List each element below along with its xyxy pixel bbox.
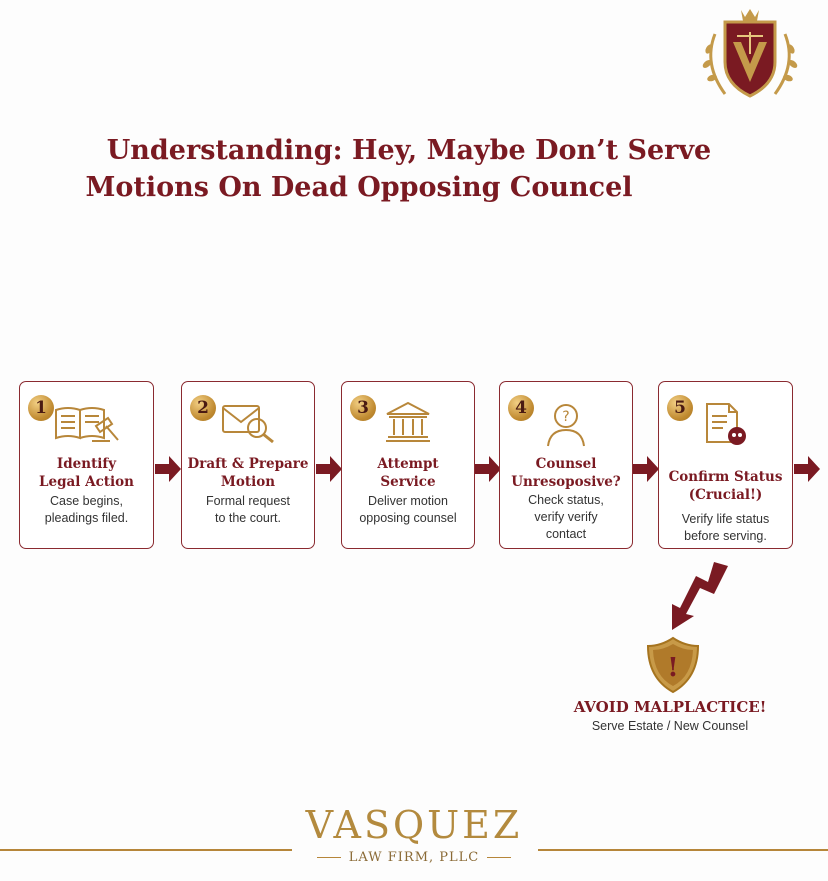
warning-subtitle: Serve Estate / New Counsel	[591, 719, 749, 733]
flow-arrow-icon	[794, 454, 821, 484]
step-description: Case begins, pleadings filed.	[44, 494, 129, 525]
envelope-magnifier-icon	[219, 400, 277, 444]
step-card-3	[341, 381, 475, 549]
document-skull-icon	[701, 400, 751, 450]
footer-dash-right	[487, 857, 511, 858]
firm-crest-logo	[695, 4, 805, 104]
page-title	[0, 132, 828, 206]
step-number-badge: 2	[190, 395, 216, 421]
flow-arrow-icon	[475, 454, 502, 484]
flow-arrow-icon	[633, 454, 660, 484]
footer-subtitle-text: LAW FIRM, PLLC	[348, 850, 480, 865]
flow-arrow-icon	[155, 454, 182, 484]
step-title: Confirm Status (Crucial!)	[668, 469, 783, 503]
footer-firm-subtitle	[0, 850, 828, 865]
step-card-1	[19, 381, 154, 549]
person-question-icon	[544, 400, 588, 448]
step-card-2	[181, 381, 315, 549]
step-description: Verify life status before serving.	[681, 512, 770, 543]
step-number-badge: 5	[667, 395, 693, 421]
flow-arrow-icon	[316, 454, 343, 484]
step-title: Attempt Service	[377, 456, 439, 490]
step-description: Deliver motion opposing counsel	[359, 494, 457, 525]
step-title: Counsel Unresoposive?	[511, 456, 621, 490]
step-description: Check status, verify verify contact	[528, 493, 604, 541]
footer-dash-left	[317, 857, 341, 858]
step-number-badge: 4	[508, 395, 534, 421]
step-number-badge: 1	[28, 395, 54, 421]
step-description: Formal request to the court.	[205, 494, 291, 525]
step-card-4	[499, 381, 633, 549]
warning-title: AVOID MALPLACTICE!	[573, 698, 767, 716]
warning-symbol: !	[667, 653, 679, 683]
lightning-arrow-icon	[660, 562, 730, 632]
footer-firm-name: VASQUEZ	[305, 803, 523, 847]
step-title: Identify Legal Action	[39, 456, 134, 490]
step-card-5	[658, 381, 793, 549]
title-line-2: Motions On Dead Opposing Councel	[85, 172, 633, 203]
step-number-badge: 3	[350, 395, 376, 421]
title-line-1: Understanding: Hey, Maybe Don’t Serve	[106, 135, 712, 166]
svg-text:?: ?	[562, 409, 570, 425]
warning-shield-icon	[645, 636, 701, 694]
step-title: Draft & Prepare Motion	[187, 456, 309, 490]
courthouse-icon	[383, 400, 433, 444]
law-book-gavel-icon	[52, 400, 122, 444]
